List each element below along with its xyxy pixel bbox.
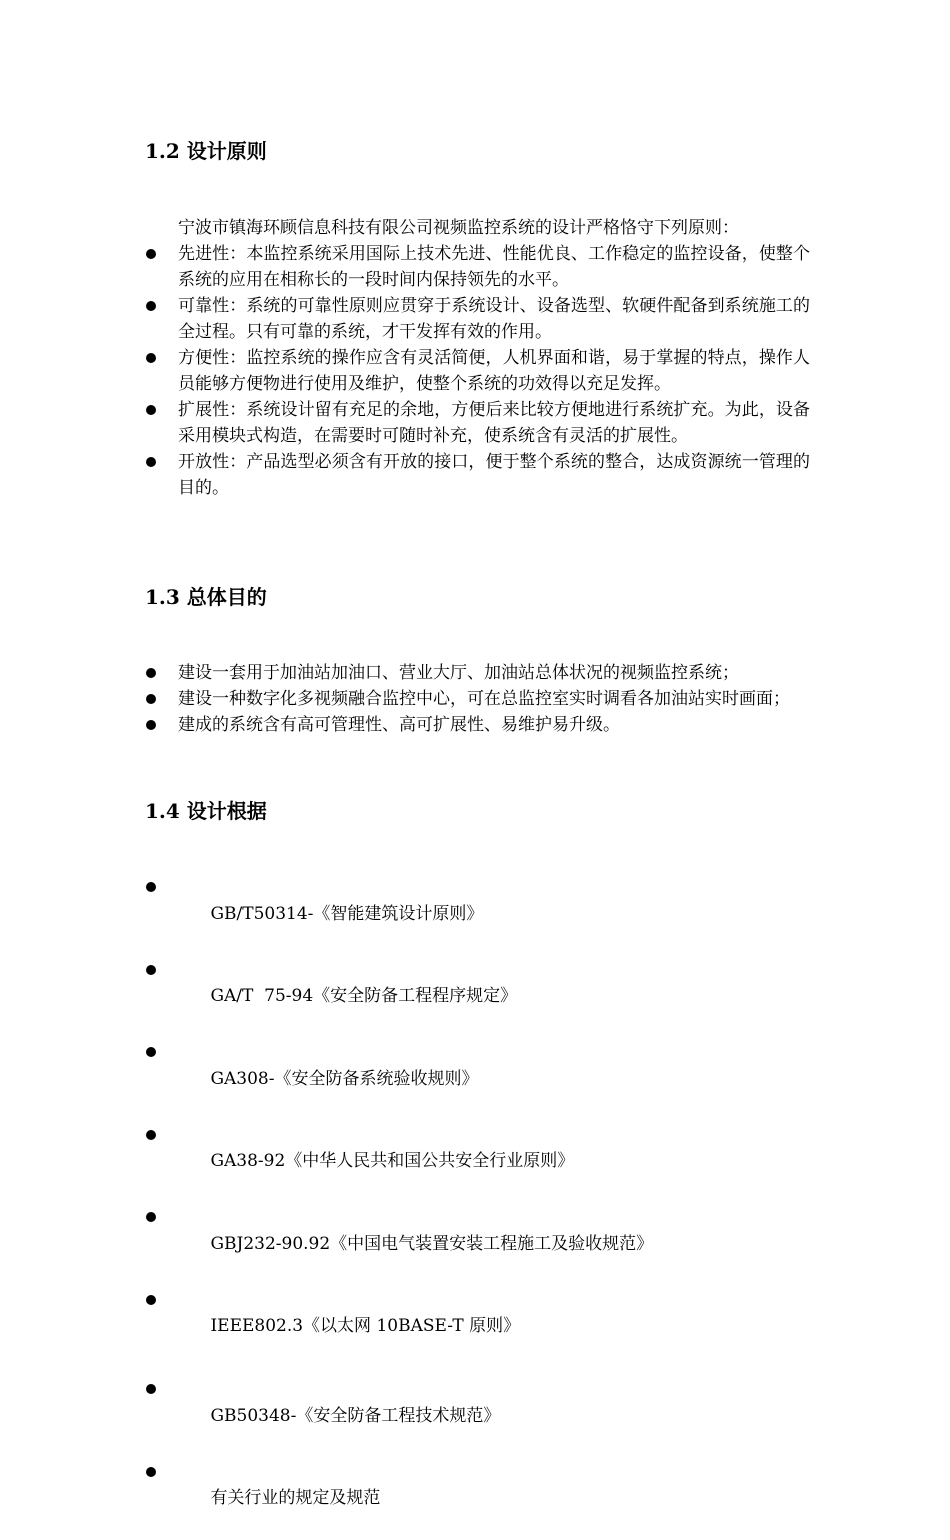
list-item bbox=[145, 1203, 810, 1286]
bullet-icon bbox=[146, 965, 156, 975]
bullet-icon bbox=[146, 1047, 156, 1057]
list-item-text: GA/T 75-94《安全防备工程程序规定》 bbox=[210, 986, 517, 1006]
bullet-icon bbox=[146, 882, 156, 892]
list-item bbox=[145, 873, 810, 956]
list-item bbox=[145, 1286, 810, 1369]
list-item-text: 建设一种数字化多视频融合监控中心，可在总监控室实时调看各加油站实时画面； bbox=[178, 689, 790, 709]
bullet-icon bbox=[146, 1384, 156, 1394]
bullet-icon bbox=[146, 1467, 156, 1477]
list-item bbox=[145, 345, 810, 397]
bullet-icon bbox=[146, 1130, 156, 1140]
list-item-text: 开放性：产品选型必须含有开放的接口，便于整个系统的整合，达成资源统一管理的目的。 bbox=[178, 452, 810, 498]
list-item bbox=[145, 449, 810, 501]
list-item-text: 建成的系统含有高可管理性、高可扩展性、易维护易升级。 bbox=[178, 715, 620, 735]
list-item-text: 可靠性：系统的可靠性原则应贯穿于系统设计、设备选型、软硬件配备到系统施工的全过程。只有可靠的系统，才干发挥有效的作用。 bbox=[178, 296, 810, 342]
list-item-text: GB50348-《安全防备工程技术规范》 bbox=[210, 1406, 500, 1426]
list-item bbox=[145, 1375, 810, 1458]
design-basis-list bbox=[145, 873, 810, 1540]
section-1-2-intro: 宁波市镇海环顾信息科技有限公司视频监控系统的设计严格恪守下列原则： bbox=[178, 215, 818, 241]
section-heading-1-3: 1.3 总体目的 bbox=[145, 583, 267, 611]
list-item bbox=[145, 1038, 810, 1121]
list-item bbox=[145, 1121, 810, 1204]
bullet-icon bbox=[146, 353, 156, 363]
overall-goals-list bbox=[145, 660, 810, 738]
bullet-icon bbox=[146, 1295, 156, 1305]
bullet-icon bbox=[146, 301, 156, 311]
bullet-icon bbox=[146, 694, 156, 704]
list-item-text: 建设一套用于加油站加油口、营业大厅、加油站总体状况的视频监控系统； bbox=[178, 663, 739, 683]
bullet-icon bbox=[146, 249, 156, 259]
list-item bbox=[145, 397, 810, 449]
list-item bbox=[145, 660, 810, 686]
list-item bbox=[145, 956, 810, 1039]
list-item-text: 方便性：监控系统的操作应含有灵活简便，人机界面和谐，易于掌握的特点，操作人员能够方便物进行使用及维护，使整个系统的功效得以充足发挥。 bbox=[178, 348, 810, 394]
list-item-text: GA308-《安全防备系统验收规则》 bbox=[210, 1069, 478, 1089]
list-item bbox=[145, 293, 810, 345]
bullet-icon bbox=[146, 1212, 156, 1222]
list-item bbox=[145, 241, 810, 293]
list-item bbox=[145, 686, 810, 712]
bullet-icon bbox=[146, 720, 156, 730]
bullet-icon bbox=[146, 668, 156, 678]
list-item-text: GBJ232-90.92《中国电气装置安装工程施工及验收规范》 bbox=[210, 1234, 653, 1254]
list-item-text: 扩展性：系统设计留有充足的余地，方便后来比较方便地进行系统扩充。为此，设备采用模块式构造，在需要时可随时补充，使系统含有灵活的扩展性。 bbox=[178, 400, 810, 446]
list-item-text: GA38-92《中华人民共和国公共安全行业原则》 bbox=[210, 1151, 574, 1171]
list-item bbox=[145, 712, 810, 738]
design-principles-list bbox=[145, 241, 810, 501]
bullet-icon bbox=[146, 405, 156, 415]
list-item-text: GB/T50314-《智能建筑设计原则》 bbox=[210, 904, 483, 924]
list-item-text: 先进性：本监控系统采用国际上技术先进、性能优良、工作稳定的监控设备，使整个系统的应用在相称长的一段时间内保持领先的水平。 bbox=[178, 244, 810, 290]
section-heading-1-2: 1.2 设计原则 bbox=[145, 137, 267, 165]
section-heading-1-4: 1.4 设计根据 bbox=[145, 797, 267, 825]
list-item-text: IEEE802.3《以太网 10BASE-T 原则》 bbox=[210, 1316, 520, 1336]
bullet-icon bbox=[146, 457, 156, 467]
list-item bbox=[145, 1458, 810, 1540]
list-item-text: 有关行业的规定及规范 bbox=[210, 1488, 380, 1508]
